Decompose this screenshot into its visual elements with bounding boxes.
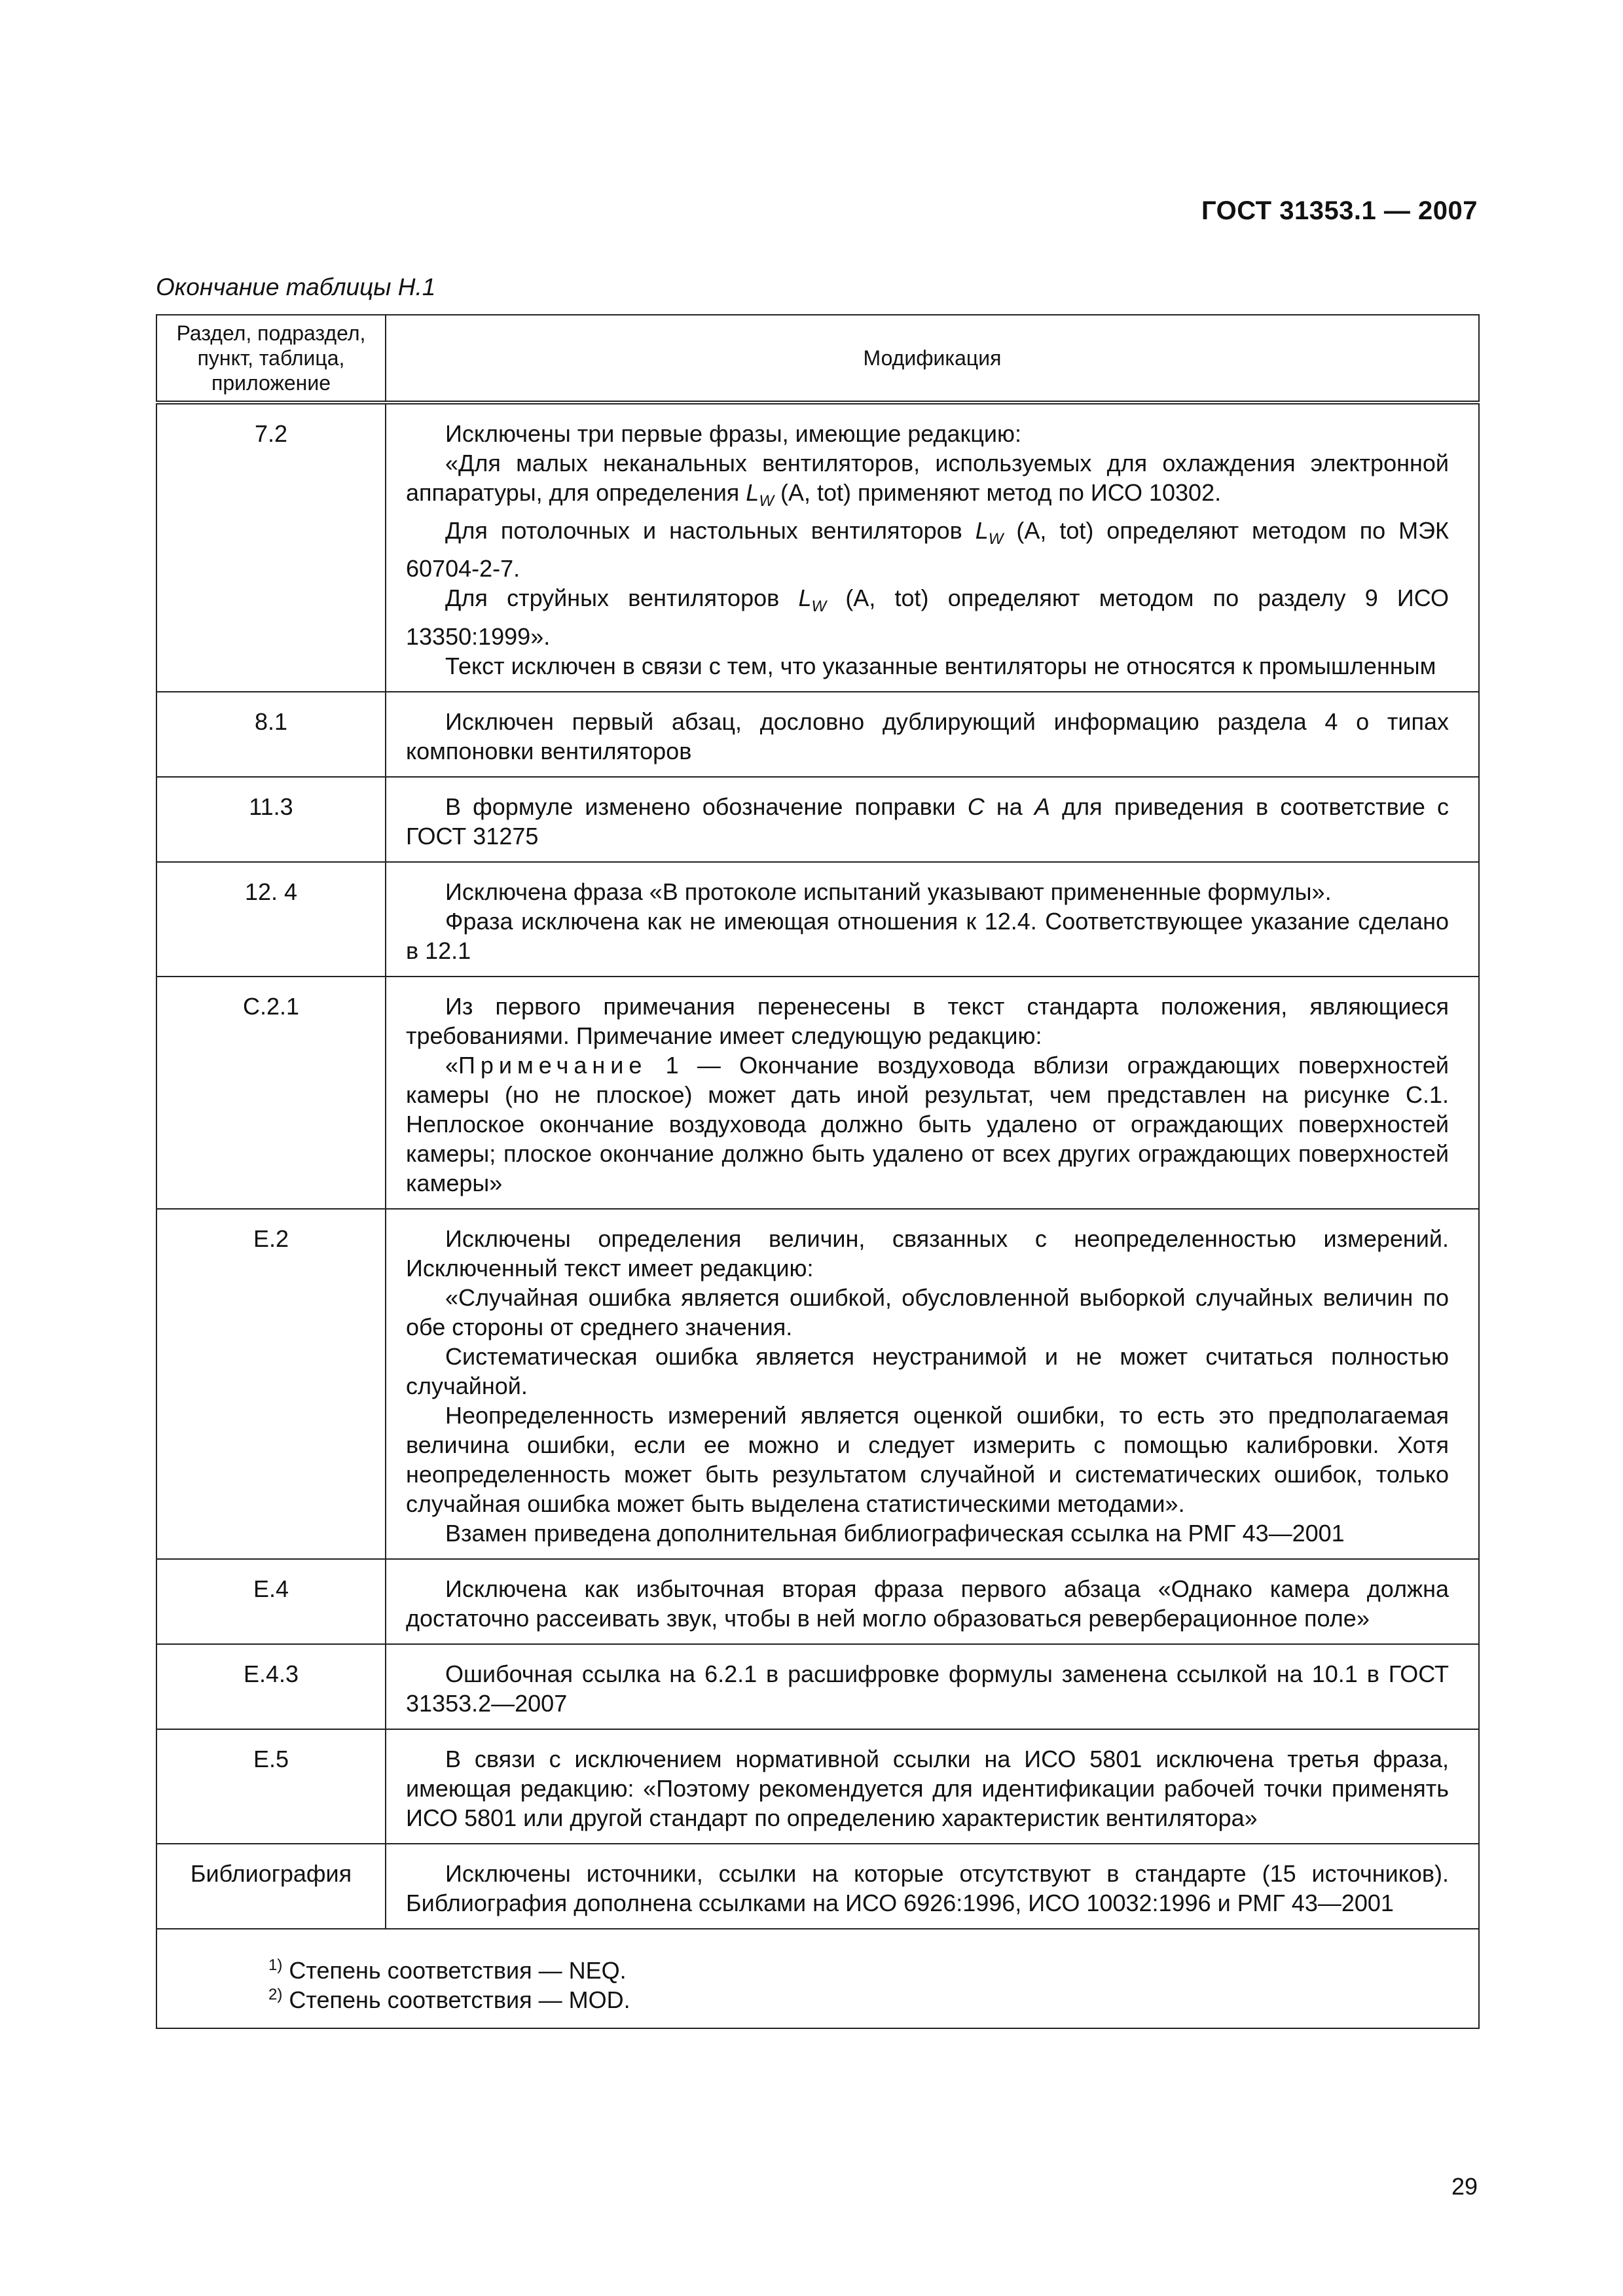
- modification-paragraph: Исключены определения величин, связанных с неопределенностью измерений. Исключенный текст имеет редакцию:: [406, 1225, 1449, 1282]
- modification-paragraph: Ошибочная ссылка на 6.2.1 в расшифровке формулы заменена ссылкой на 10.1 в ГОСТ 31353.2—2007: [406, 1660, 1449, 1717]
- table-row: [156, 777, 1479, 862]
- modification-paragraph: Неопределенность измерений является оценкой ошибки, то есть это предполагаемая величина ошибки, если ее можно и следует измерить с помощью калибровки. Хотя неопределенность может быть результатом случайной и систематических ошибок, только случайная ошибка может быть выделена статистическими методами».: [406, 1401, 1449, 1517]
- modification-cell: [386, 1729, 1479, 1844]
- modification-paragraph: «Для малых неканальных вентиляторов, используемых для охлаждения электронной аппаратуры, для определения $L_W$ (A, tot) применяют метод по ИСО 10302.: [406, 450, 1449, 511]
- section-cell: Е.5: [156, 1729, 386, 1844]
- modification-paragraph: Исключены три первые фразы, имеющие редакцию:: [445, 420, 1021, 447]
- table-row: [156, 1844, 1479, 1929]
- footnotes: [156, 1929, 1479, 2028]
- modification-paragraph: В формуле изменено обозначение поправки C на A для приведения в соответствие с ГОСТ 31275: [406, 793, 1450, 850]
- table-row: [156, 403, 1479, 692]
- footnote-text: Степень соответствия — NEQ.: [289, 1956, 627, 1984]
- section-cell: С.2.1: [156, 977, 386, 1209]
- modification-cell: [386, 777, 1479, 862]
- modification-paragraph: Для потолочных и настольных вентиляторов $L_W$ (A, tot) определяют методом по МЭК 60704-2-7.: [406, 517, 1450, 583]
- table-body: [156, 403, 1479, 1929]
- section-cell: 11.3: [156, 777, 386, 862]
- table-caption: Окончание таблицы Н.1: [156, 274, 436, 300]
- footnotes-row: [156, 1929, 1479, 2028]
- footnote: [268, 1985, 1472, 2015]
- modification-cell: [386, 977, 1479, 1209]
- modification-paragraph: В связи с исключением нормативной ссылки на ИСО 5801 исключена третья фраза, имеющая редакцию: «Поэтому рекомендуется для идентификации рабочей точки применять ИСО 5801 или другой стандарт по определению характеристик вентилятора»: [406, 1745, 1449, 1831]
- modification-cell: [386, 862, 1479, 977]
- footnote-mark: 1): [268, 1956, 283, 1974]
- standard-code: ГОСТ 31353.1 — 2007: [1201, 196, 1478, 225]
- table-row: [156, 1729, 1479, 1844]
- section-cell: Е.4.3: [156, 1644, 386, 1729]
- table-row: [156, 977, 1479, 1209]
- table-row: [156, 1559, 1479, 1644]
- section-cell: 8.1: [156, 692, 386, 777]
- section-cell: Библиография: [156, 1844, 386, 1929]
- modification-paragraph: Исключены источники, ссылки на которые отсутствуют в стандарте (15 источников). Библиография дополнена ссылками на ИСО 6926:1996, ИСО 10032:1996 и РМГ 43—2001: [406, 1859, 1449, 1916]
- modification-paragraph: Текст исключен в связи с тем, что указанные вентиляторы не относятся к промышленным: [445, 652, 1436, 679]
- section-cell: 7.2: [156, 403, 386, 692]
- footnote: [268, 1956, 1472, 1985]
- table-row: [156, 1644, 1479, 1729]
- modification-paragraph: Для струйных вентиляторов $L_W$ (A, tot) определяют методом по разделу 9 ИСО 13350:1999».: [406, 584, 1449, 650]
- modification-cell: [386, 1559, 1479, 1644]
- modification-cell: [386, 1209, 1479, 1559]
- footnote-text: Степень соответствия — MOD.: [289, 1986, 630, 2013]
- modification-cell: [386, 1844, 1479, 1929]
- table-header-row: [156, 315, 1479, 403]
- header-modification: Модификация: [386, 315, 1479, 403]
- section-cell: 12. 4: [156, 862, 386, 977]
- modification-paragraph: Из первого примечания перенесены в текст стандарта положения, являющиеся требованиями. Примечание имеет следующую редакцию:: [406, 992, 1449, 1049]
- modification-cell: [386, 692, 1479, 777]
- modification-paragraph: Систематическая ошибка является неустранимой и не может считаться полностью случайной.: [406, 1342, 1449, 1399]
- modification-paragraph: Исключена фраза «В протоколе испытаний указывают примененные формулы».: [445, 878, 1332, 905]
- section-cell: Е.4: [156, 1559, 386, 1644]
- table-row: [156, 862, 1479, 977]
- header-section: Раздел, подраздел, пункт, таблица, приложение: [156, 315, 386, 403]
- modification-paragraph: Взамен приведена дополнительная библиографическая ссылка на РМГ 43—2001: [445, 1519, 1345, 1547]
- section-cell: Е.2: [156, 1209, 386, 1559]
- table-row: [156, 1209, 1479, 1559]
- modifications-table: [156, 314, 1480, 2029]
- footnote-mark: 2): [268, 1985, 283, 2003]
- table-row: [156, 692, 1479, 777]
- modification-paragraph: Исключена как избыточная вторая фраза первого абзаца «Однако камера должна достаточно рассеивать звук, чтобы в ней могло образоваться реверберационное поле»: [406, 1575, 1449, 1632]
- modification-paragraph: Исключен первый абзац, дословно дублирующий информацию раздела 4 о типах компоновки вентиляторов: [406, 708, 1449, 764]
- modification-cell: [386, 1644, 1479, 1729]
- modification-cell: [386, 403, 1479, 692]
- page-number: 29: [1451, 2173, 1478, 2200]
- modification-paragraph: «Примечание 1 — Окончание воздуховода вблизи ограждающих поверхностей камеры (но не плоское) может дать иной результат, чем представлен на рисунке С.1. Неплоское окончание воздуховода должно быть удалено от ограждающих поверхностей камеры; плоское окончание должно быть удалено от всех других ограждающих поверхностей камеры»: [406, 1051, 1449, 1196]
- modification-paragraph: Фраза исключена как не имеющая отношения к 12.4. Соответствующее указание сделано в 12.1: [406, 907, 1449, 964]
- modification-paragraph: «Случайная ошибка является ошибкой, обусловленной выборкой случайных величин по обе стороны от среднего значения.: [406, 1283, 1449, 1340]
